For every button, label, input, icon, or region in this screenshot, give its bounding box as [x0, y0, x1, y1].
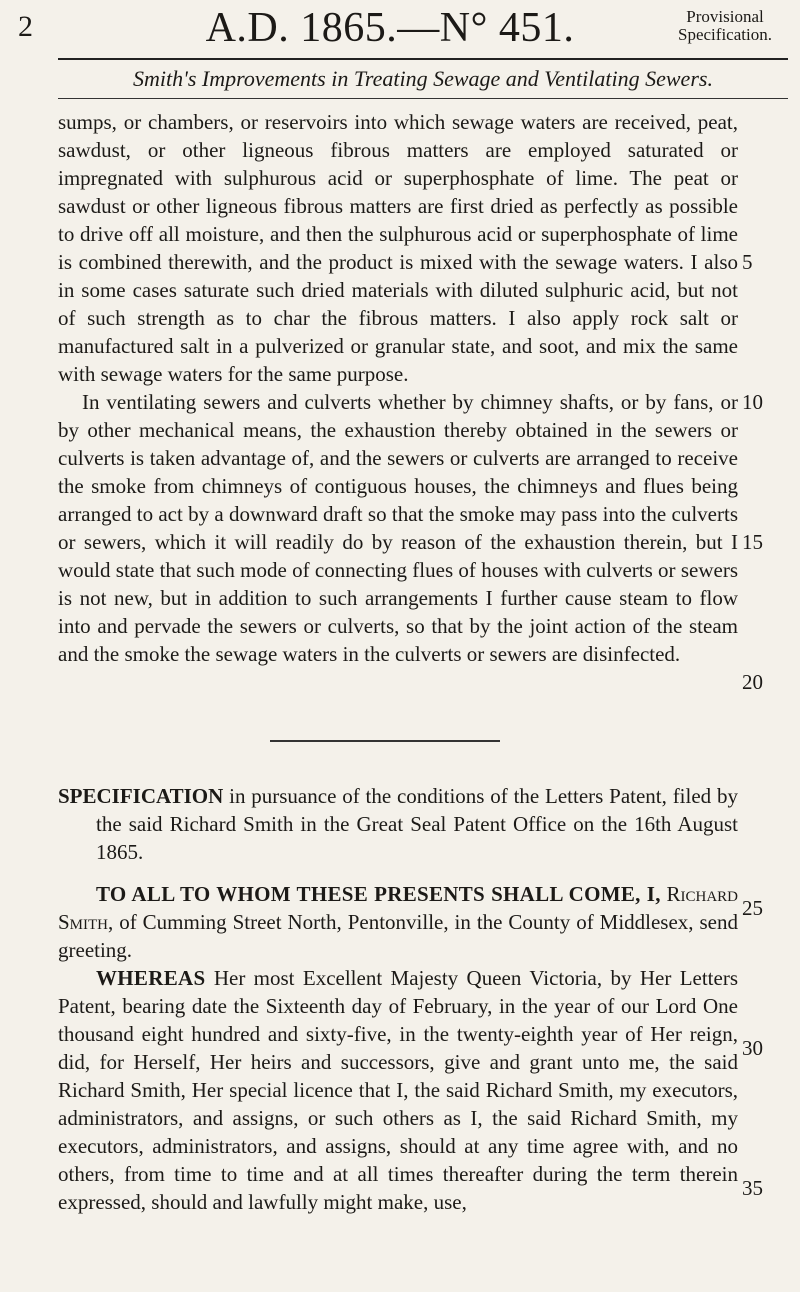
line-number-5: 5 [742, 250, 753, 274]
running-title: Smith's Improvements in Treating Sewage and Ventilating Sewers. [133, 66, 713, 91]
specification-status [660, 8, 790, 44]
patent-number-title: A.D. 1865.—N° 451. [205, 5, 575, 51]
running-title-rule [58, 98, 788, 99]
status-line-specification: Specification. [678, 25, 772, 44]
line-number-30: 30 [742, 1036, 763, 1060]
specification-heading [58, 782, 738, 866]
line-number-25: 25 [742, 896, 763, 920]
whereas-caps: WHEREAS [96, 966, 206, 990]
paragraph-sewage-treatment: sumps, or chambers, or reservoirs into which sewage waters are received, peat, sawdust, or other ligneous fibrous matters are employed saturated or impregnated with sulphurous acid or superphosphate of lime. The peat or sawdust or other ligneous fibrous matters are first dried as perfectly as possible to drive off all moisture, and then the sulphurous acid or superphosphate of lime is combined therewith, and the product is mixed with the sewage waters. I also in some cases saturate such dried materials with diluted sulphuric acid, but not of such strength as to char the fibrous matters. I also apply rock salt or manufactured salt in a pulverized or granular state, and soot, and mix the same with sewage waters for the same purpose. [58, 110, 738, 386]
line-number-10: 10 [742, 390, 763, 414]
page-number: 2 [18, 10, 33, 43]
line-number-35: 35 [742, 1176, 763, 1200]
status-line-provisional: Provisional [686, 7, 764, 26]
address-caps: TO ALL TO WHOM THESE PRESENTS SHALL COME, I, [96, 882, 661, 906]
provisional-text [58, 108, 738, 668]
specification-text [58, 782, 738, 1216]
paragraph-ventilation: In ventilating sewers and culverts whether by chimney shafts, or by fans, or by other mechanical means, the exhaustion thereby obtained in the sewers or culverts is taken advantage of, and the sewers or culverts are arranged to receive the smoke from chimneys of contiguous houses, the chimneys and flues being arranged to act by a downward draft so that the smoke may pass into the culverts or sewers, which it will readily do by reason of the exhaustion therein, but I would state that such mode of connecting flues of houses with culverts or sewers is not new, but in addition to such arrangements I further cause steam to flow into and pervade the sewers or culverts, so that by the joint action of the steam and the smoke the sewage waters in the culverts or sewers are disinfected. [58, 390, 738, 666]
header-rule [58, 58, 788, 60]
address-paragraph [58, 880, 738, 964]
whereas-paragraph [58, 964, 738, 1216]
specification-heading-word: SPECIFICATION [58, 784, 224, 808]
whereas-rest: Her most Excellent Majesty Queen Victoria, by Her Letters Patent, bearing date the Sixteenth day of February, in the year of our Lord One thousand eight hundred and sixty-five, in the twenty-eighth year of Her reign, did, for Herself, Her heirs and successors, give and grant unto me, the said Richard Smith, Her special licence that I, the said Richard Smith, my executors, administrators, and assigns, or such others as I, the said Richard Smith, my executors, administrators, and assigns, should at any time agree with, and no others, from time to time and at all times thereafter during the term therein expressed, should and lawfully might make, use, [58, 966, 738, 1214]
line-number-20: 20 [742, 670, 763, 694]
address-name: Richard Smith, [58, 882, 738, 934]
address-rest: of Cumming Street North, Pentonville, in the County of Middlesex, send greeting. [58, 910, 738, 962]
specification-heading-rest: in pursuance of the conditions of the Letters Patent, filed by the said Richard Smith in the Great Seal Patent Office on the 16th August 1865. [96, 784, 738, 864]
section-divider [270, 740, 500, 742]
line-number-15: 15 [742, 530, 763, 554]
